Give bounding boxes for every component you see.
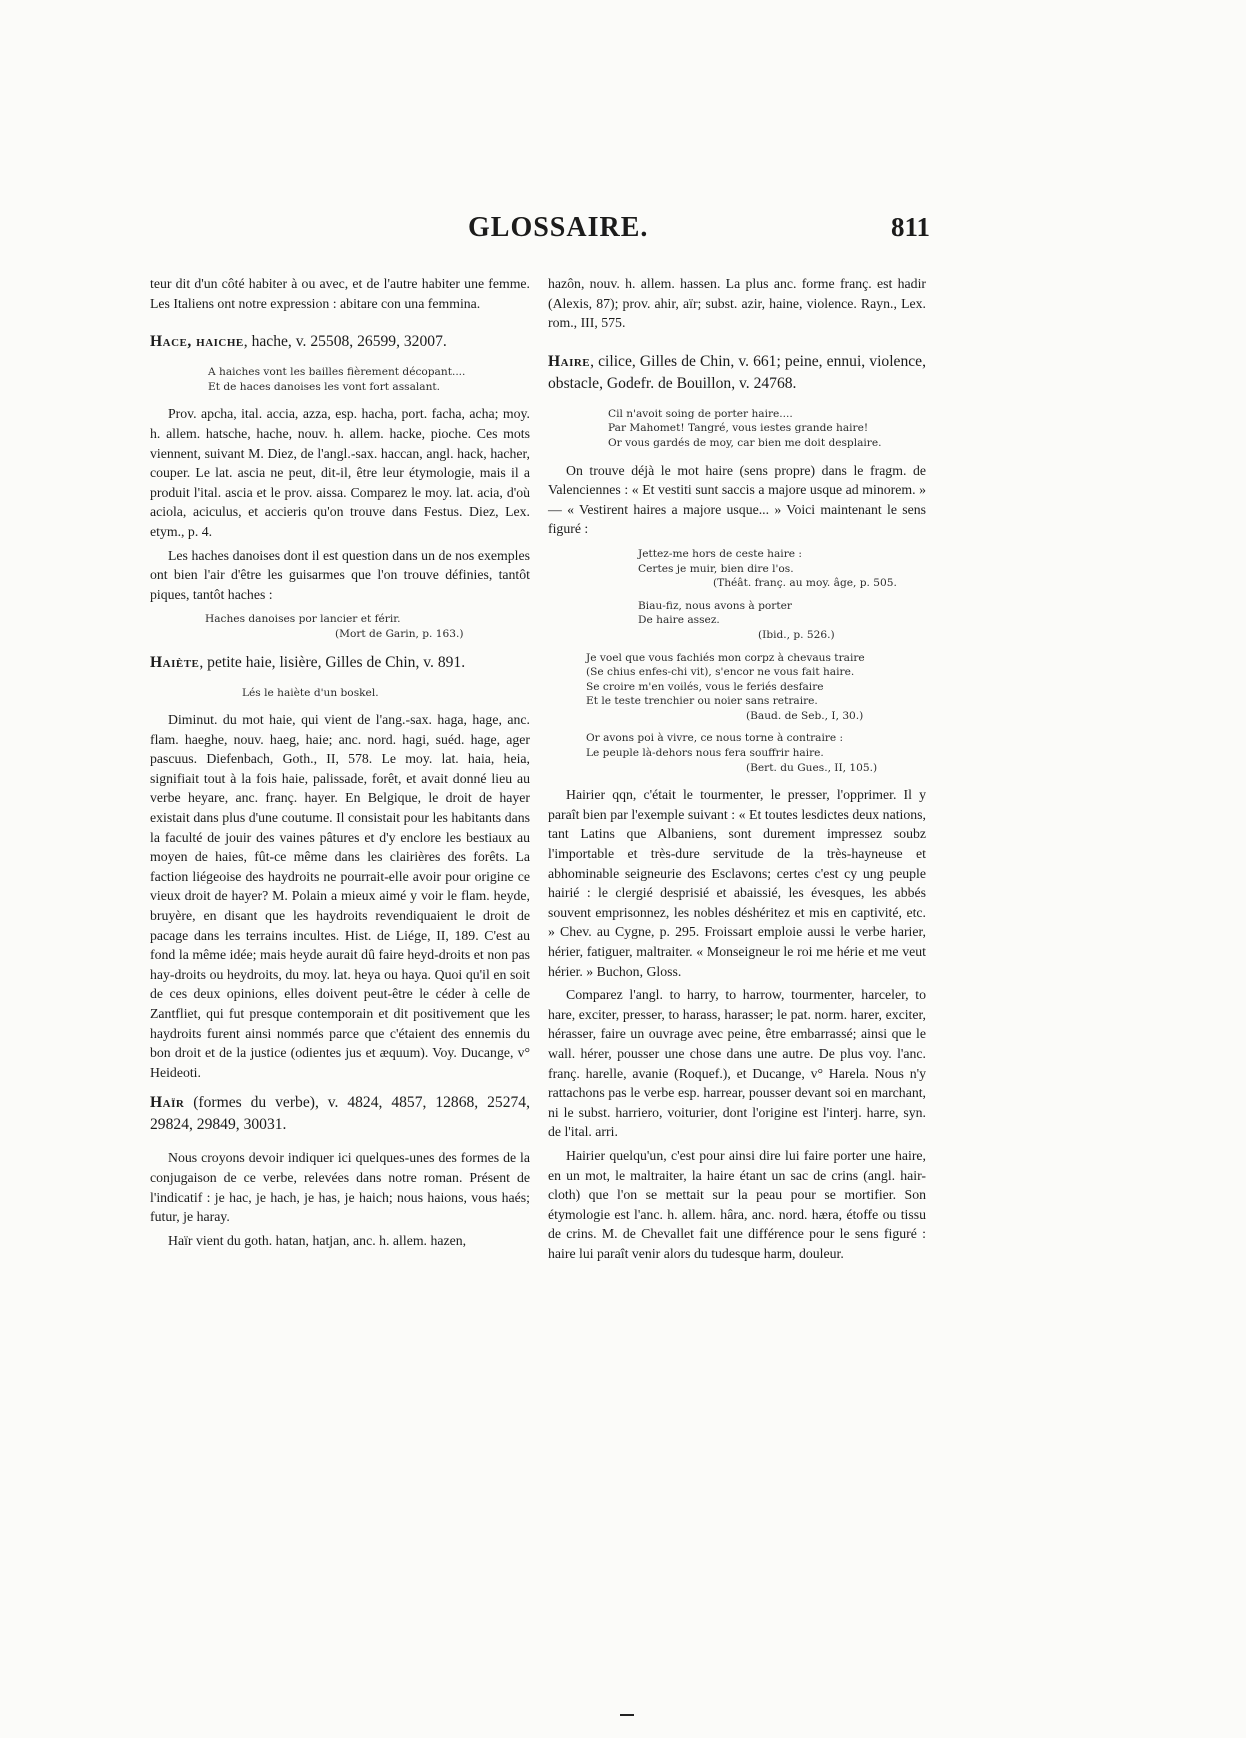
quote-line: Haches danoises por lancier et férir.: [205, 613, 401, 626]
continuation-paragraph: hazôn, nouv. h. allem. hassen. La plus anc. forme franç. est hadir (Alexis, 87); prov. ahir, aïr; subst. azir, haine, violence. Rayn., Lex. rom., III, 575.: [548, 276, 926, 331]
entry-haiete-headword: [150, 652, 530, 674]
paragraph: Les haches danoises dont il est question dans un de nos exemples ont bien l'air d'être les guisarmes que l'on trouve définies, tantôt piques, tantôt haches :: [150, 547, 530, 602]
quote-line: Je voel que vous fachiés mon corpz à chevaus traire: [586, 651, 865, 664]
quote-source: (Baud. de Seb., I, 30.): [746, 709, 864, 722]
quote-line: Et le teste trenchier ou noier sans retraire.: [586, 695, 818, 708]
quote-line: A haiches vont les bailles fièrement décopant....: [208, 366, 466, 379]
paragraph: On trouve déjà le mot haire (sens propre) dans le fragm. de Valenciennes : « Et vestiti sunt saccis a majore usque ad minorem. » — « Vestirent haires a majore usque... » Voici maintenant le sens figuré :: [548, 462, 926, 537]
running-title: GLOSSAIRE.: [468, 212, 649, 243]
page-header: [150, 212, 930, 252]
headword-hace: Hace, haiche: [150, 333, 244, 351]
headword-haire-definition: , cilice, Gilles de Chin, v. 661; peine, ennui, violence, obstacle, Godefr. de Bouillon, v. 24768.: [548, 352, 926, 392]
quote-hace-2: [150, 612, 530, 641]
quote-line: Cil n'avoit soing de porter haire....: [608, 407, 793, 420]
quote-haire-5: [586, 731, 926, 775]
quote-haire-4: [586, 651, 926, 724]
quote-line: Par Mahomet! Tangré, vous iestes grande haire!: [608, 422, 869, 435]
quote-line: Jettez-me hors de ceste haire :: [638, 547, 802, 560]
entry-hace-headword: [150, 331, 530, 353]
left-column: [150, 274, 530, 1254]
headword-hair-definition: (formes du verbe), v. 4824, 4857, 12868, 25274, 29824, 29849, 30031.: [150, 1094, 530, 1134]
quote-source: (Bert. du Gues., II, 105.): [746, 761, 878, 774]
quote-line: (Se chius enfes-chi vit), s'encor ne vous fait haire.: [586, 666, 855, 679]
headword-hair: Haïr: [150, 1094, 185, 1112]
quote-haire-3: [586, 599, 926, 643]
footer-rule: [620, 1714, 634, 1716]
quote-haire-block: [548, 547, 926, 775]
paragraph: Diminut. du mot haie, qui vient de l'ang.-sax. haga, hage, anc. flam. haeghe, nouv. haeg, haie; anc. nord. hagi, suéd. hage, ager pascuus. Diefenbach, Goth., II, 578. Le moy. lat. haia, heia, signifiait tout à la fois haie, palissade, forêt, et avait donné lieu au verbe heyare, anc. franç. hayer. En Belgique, le droit de hayer existait dans plus d'une coutume. Il consistait pour les habitants dans la faculté de jouir des vaines pâtures et d'y enclore les bestiaux au moyen de haies, fût-ce même dans les clairières des forêts. La faction liégeoise des haydroits ne pourrait-elle avoir pour origine ce vieux droit de hayer? M. Polain a mieux aimé y voir le flam. heyde, bruyère, en disant que les haydroits revendiquaient le droit de pacage dans les terrains incultes. Hist. de Liége, II, 189. C'est au fond la même idée; mais heyde aurait dû faire heyd-droits et non pas hay-droits ou heydroits, du moy. lat. heya ou haya. Quoi qu'il en soit de ces deux opinions, elles doivent peut-être le céder à celle de Zantfliet, qui fut presque contemporain et dit positivement que les haydroits furent ainsi nommés parce que c'étaient des ennemis du bon droit et de la justice (odientes jus et æquum). Voy. Ducange, v° Heideoti.: [150, 712, 530, 1080]
quote-line: Et de haces danoises les vont fort assalant.: [208, 380, 441, 393]
entry-haire-headword: [548, 351, 926, 395]
headword-hace-definition: , hache, v. 25508, 26599, 32007.: [243, 333, 447, 351]
quote-haire-2: [586, 547, 926, 591]
quote-line: Or avons poi à vivre, ce nous torne à contraire :: [586, 732, 844, 745]
quote-line: Se croire m'en voilés, vous le feriés desfaire: [586, 680, 824, 693]
quote-line: Lés le haiète d'un boskel.: [242, 686, 379, 699]
quote-haire-1: [548, 407, 926, 451]
page-number: 811: [890, 212, 930, 242]
headword-haire: Haire: [548, 352, 591, 370]
quote-source: (Mort de Garin, p. 163.): [335, 627, 464, 640]
paragraph: Haïr vient du goth. hatan, hatjan, anc. h. allem. hazen,: [168, 1232, 467, 1248]
paragraph: Comparez l'angl. to harry, to harrow, tourmenter, harceler, to hare, exciter, presser, to harass, harasser; le pat. norm. harer, exciter, hérasser, faire un ouvrage avec peine, être embarrassé; ainsi que le wall. hérer, pousser une chose dans une autre. De plus voy. l'anc. franç. harelle, avanie (Roquef.), et Ducange, v° Harela. Nous n'y rattachons pas le verbe esp. harrear, pousser devant soi en marchant, ni le subst. harriero, voiturier, dont l'origine est l'interj. harre, syn. de l'ital. arri.: [548, 987, 926, 1140]
paragraph: Hairier qqn, c'était le tourmenter, le presser, l'opprimer. Il y paraît bien par l'exemple suivant : « Et toutes lesdictes deux nations, tant Latins que Albaniens, sont durement impressez soubz l'importable et très-dure servitude de la très-hayneuse et abhominable seigneurie des Esclavons; certes c'est cy ung peuple hairié : le clergié desprisié et abaissié, les évesques, les abbés souvent emprisonnez, les nobles déshéritez et mis en captivité, etc. » Chev. au Cygne, p. 295. Froissart emploie aussi le verbe harier, hérier, fatiguer, maltraiter. « Monseigneur le roi me hérie et me veut hérier. » Buchon, Gloss.: [548, 787, 926, 979]
continuation-paragraph: teur dit d'un côté habiter à ou avec, et de l'autre habiter une femme. Les Italiens ont notre expression : abitare con una femmina.: [150, 276, 530, 311]
quote-source: (Théât. franç. au moy. âge, p. 505.: [713, 577, 897, 590]
quote-line: Certes je muir, bien dire l'os.: [638, 562, 794, 575]
paragraph: Hairier quelqu'un, c'est pour ainsi dire lui faire porter une haire, en un mot, le maltraiter, la haire étant un sac de crins (angl. hair-cloth) que l'on se mettait sur la peau pour se mortifier. Son étymologie est l'anc. h. allem. hâra, anc. nord. hæra, étoffe ou tissu de crins. M. de Chevallet fait une différence pour le sens figuré : haire lui paraît venir alors du tudesque harm, douleur.: [548, 1147, 926, 1261]
quote-line: Or vous gardés de moy, car bien me doit desplaire.: [608, 436, 882, 449]
quote-line: Le peuple là-dehors nous fera souffrir haire.: [586, 747, 824, 760]
paragraph: Nous croyons devoir indiquer ici quelques-unes des formes de la conjugaison de ce verbe, relevées dans notre roman. Présent de l'indicatif : je hac, je hach, je has, je haich; nous haions, vous haés; futur, je haray.: [150, 1150, 530, 1225]
quote-line: De haire assez.: [638, 614, 720, 627]
headword-haiete-definition: , petite haie, lisière, Gilles de Chin, v. 891.: [199, 653, 466, 671]
entry-hair-headword: [150, 1092, 530, 1136]
right-column: [548, 274, 926, 1268]
quote-line: Biau-fiz, nous avons à porter: [638, 599, 792, 612]
quote-haiete: [150, 686, 530, 701]
paragraph: Prov. apcha, ital. accia, azza, esp. hacha, port. facha, acha; moy. h. allem. hatsche, hache, nouv. h. allem. hacke, pioche. Ces mots viennent, suivant M. Diez, de l'angl.-sax. haccan, angl. hack, hacher, couper. Le lat. ascia ne peut, dit-il, être leur étymologie, mais il a produit l'ital. ascia et le prov. aissa. Comparez le moy. lat. acia, d'où aciola, aciculus, et accieris qu'on trouve dans Festus. Diez, Lex. etym., p. 4.: [150, 406, 530, 539]
headword-haiete: Haiète: [150, 653, 200, 671]
quote-source: (Ibid., p. 526.): [758, 628, 835, 641]
quote-hace: [150, 365, 530, 394]
